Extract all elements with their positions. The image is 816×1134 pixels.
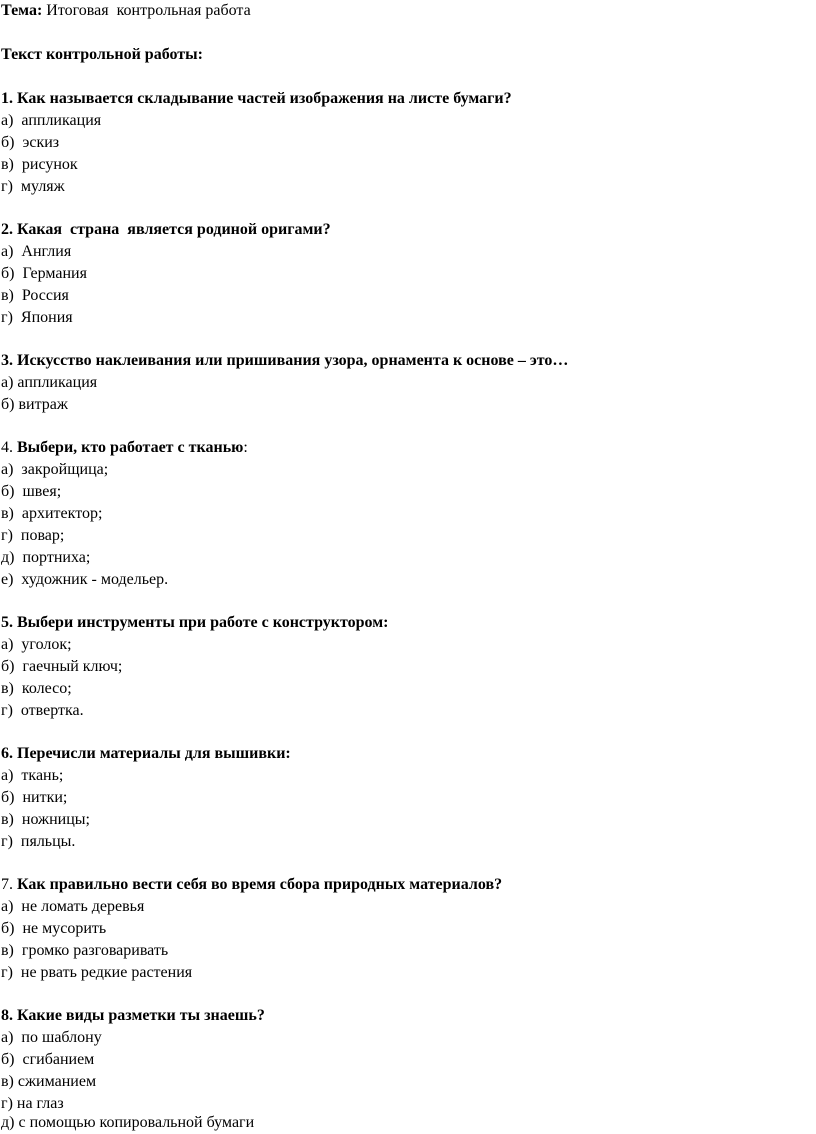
question-5-option-c: в) колесо; — [1, 680, 72, 697]
question-4-number: 4. — [1, 439, 17, 456]
question-7-title-line — [1, 875, 502, 895]
question-1-option-c: в) рисунок — [1, 156, 78, 173]
question-4-option-b: б) швея; — [1, 483, 62, 500]
question-7-option-a: а) не ломать деревья — [1, 898, 145, 915]
question-4-title: Выбери, кто работает с тканью — [17, 439, 244, 456]
topic-value: Итоговая контрольная работа — [42, 2, 251, 19]
question-1-option-a: а) аппликация — [1, 112, 102, 129]
question-6-title: 6. Перечисли материалы для вышивки: — [1, 745, 291, 762]
question-8-option-c: в) сжиманием — [1, 1073, 97, 1090]
question-6-option-d: г) пяльцы. — [1, 833, 76, 850]
question-2-option-c: в) Россия — [1, 287, 69, 304]
question-1-title: 1. Как называется складывание частей изображения на листе бумаги? — [1, 90, 512, 107]
text-heading: Текст контрольной работы: — [1, 46, 203, 63]
question-8-option-e: д) с помощью копировальной бумаги — [1, 1114, 255, 1131]
topic-label: Тема: — [1, 2, 43, 19]
question-1-option-b: б) эскиз — [1, 134, 60, 151]
question-2-option-b: б) Германия — [1, 265, 87, 282]
question-3-option-b: б) витраж — [1, 396, 68, 413]
question-4-title-line — [1, 438, 248, 458]
question-8-title: 8. Какие виды разметки ты знаешь? — [1, 1007, 265, 1024]
question-5-option-a: а) уголок; — [1, 636, 72, 653]
question-8-option-d: г) на глаз — [1, 1095, 64, 1112]
question-6-option-b: б) нитки; — [1, 789, 68, 806]
question-7-title: Как правильно вести себя во время сбора природных материалов? — [17, 876, 503, 893]
question-1-option-d: г) муляж — [1, 178, 65, 195]
question-6-option-c: в) ножницы; — [1, 811, 90, 828]
question-4-option-d: г) повар; — [1, 527, 65, 544]
topic-line — [1, 1, 251, 21]
question-8-option-a: а) по шаблону — [1, 1029, 102, 1046]
question-2-title: 2. Какая страна является родиной оригами? — [1, 221, 331, 238]
question-4-option-f: е) художник - модельер. — [1, 571, 169, 588]
question-3-title: 3. Искусство наклеивания или пришивания узора, орнамента к основе – это… — [1, 352, 569, 369]
question-5-option-b: б) гаечный ключ; — [1, 658, 123, 675]
question-7-number: 7. — [1, 876, 17, 893]
question-6-option-a: а) ткань; — [1, 767, 64, 784]
question-3-option-a: а) аппликация — [1, 374, 98, 391]
question-7-option-c: в) громко разговаривать — [1, 942, 169, 959]
question-4-option-a: а) закройщица; — [1, 461, 109, 478]
question-2-option-a: а) Англия — [1, 243, 72, 260]
question-4-suffix: : — [243, 439, 248, 456]
question-4-option-e: д) портниха; — [1, 549, 91, 566]
question-7-option-d: г) не рвать редкие растения — [1, 964, 193, 981]
question-2-option-d: г) Япония — [1, 309, 73, 326]
question-8-option-b: б) сгибанием — [1, 1051, 95, 1068]
question-4-option-c: в) архитектор; — [1, 505, 103, 522]
question-7-option-b: б) не мусорить — [1, 920, 107, 937]
question-5-title: 5. Выбери инструменты при работе с конструктором: — [1, 614, 389, 631]
question-5-option-d: г) отвертка. — [1, 702, 84, 719]
